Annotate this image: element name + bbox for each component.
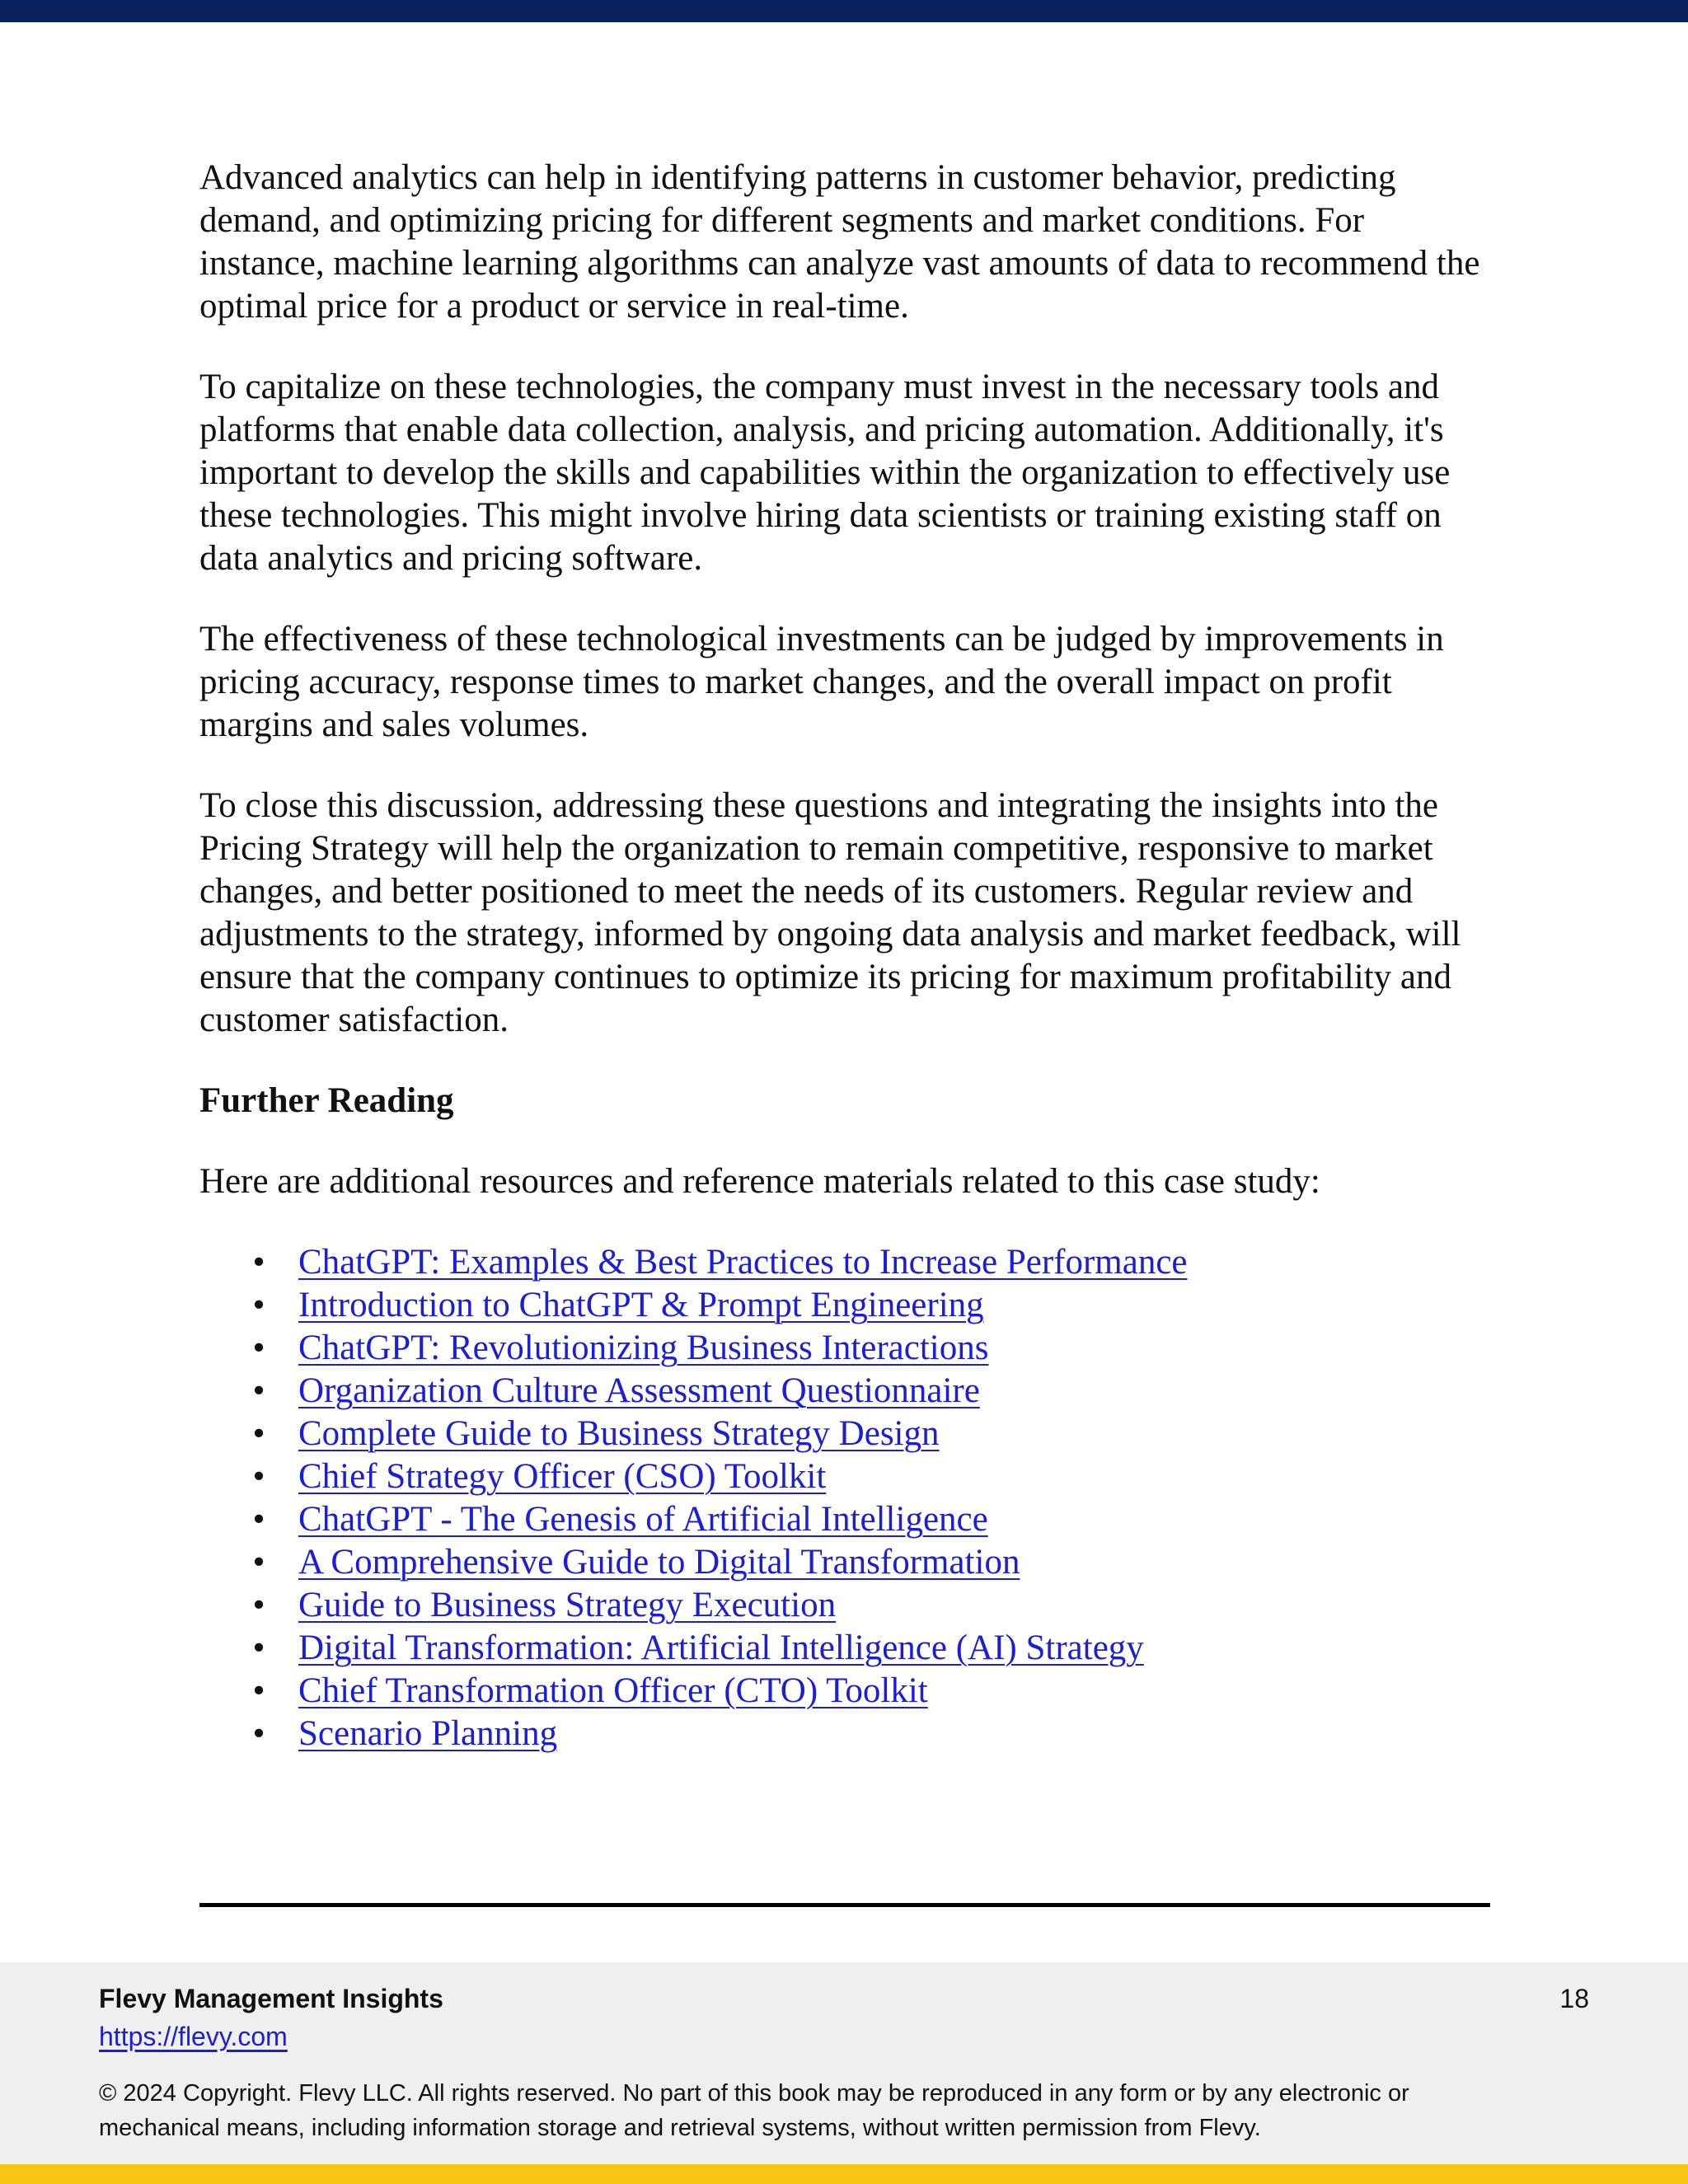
- further-reading-intro: Here are additional resources and reference materials related to this case study:: [199, 1162, 1320, 1201]
- body-paragraph-3: The effectiveness of these technological investments can be judged by improvements in pricing accuracy, response times to market changes, and the overall impact on profit margins and sales volumes.: [199, 620, 1444, 744]
- list-item: [199, 1627, 1490, 1670]
- reading-link[interactable]: ChatGPT: Examples & Best Practices to Increase Performance: [298, 1243, 1188, 1282]
- list-item: [199, 1241, 1490, 1284]
- bullet-icon: •: [252, 1286, 265, 1324]
- reading-link[interactable]: Guide to Business Strategy Execution: [298, 1586, 837, 1624]
- list-item: [199, 1670, 1490, 1713]
- list-item: [199, 1327, 1490, 1370]
- reading-link[interactable]: Complete Guide to Business Strategy Design: [298, 1414, 940, 1453]
- further-reading-heading: Further Reading: [199, 1081, 454, 1120]
- list-item: [199, 1284, 1490, 1327]
- footer-url-link[interactable]: https://flevy.com: [99, 2022, 288, 2051]
- page-content: [199, 157, 1490, 1755]
- footer-divider: [199, 1903, 1490, 1907]
- body-paragraph-2: To capitalize on these technologies, the company must invest in the necessary tools and platforms that enable data collection, analysis, and pricing automation. Additionally, it's important to develop the skills and capabilities within the organization to effectively use these technologies. This might involve hiring data scientists or training existing staff on data analytics and pricing software.: [199, 368, 1451, 578]
- footer-color-bar: [0, 2164, 1688, 2184]
- further-reading-list: [199, 1241, 1490, 1755]
- copyright-notice: © 2024 Copyright. Flevy LLC. All rights reserved. No part of this book may be reproduced in any form or by any electronic or mechanical means, including information storage and retrieval systems, without written permission from Flevy.: [99, 2080, 1409, 2141]
- list-item: [199, 1541, 1490, 1584]
- list-item: [199, 1413, 1490, 1455]
- header-color-bar: [0, 0, 1688, 22]
- reading-link[interactable]: Chief Transformation Officer (CTO) Toolkit: [298, 1671, 928, 1710]
- body-paragraph-4: To close this discussion, addressing these questions and integrating the insights into the Pricing Strategy will help the organization to remain competitive, responsive to market changes, and better positioned to meet the needs of its customers. Regular review and adjustments to the strategy, informed by ongoing data analysis and market feedback, will ensure that the company continues to optimize its pricing for maximum profitability and customer satisfaction.: [199, 786, 1461, 1039]
- reading-link[interactable]: Chief Strategy Officer (CSO) Toolkit: [298, 1457, 827, 1496]
- bullet-icon: •: [252, 1457, 265, 1496]
- reading-link[interactable]: Scenario Planning: [298, 1714, 558, 1753]
- page-footer: [0, 1962, 1688, 2164]
- bullet-icon: •: [252, 1500, 265, 1539]
- page-number: 18: [1559, 1984, 1589, 2013]
- bullet-icon: •: [252, 1414, 265, 1453]
- bullet-icon: •: [252, 1586, 265, 1624]
- bullet-icon: •: [252, 1243, 265, 1282]
- reading-link[interactable]: ChatGPT: Revolutionizing Business Interactions: [298, 1329, 989, 1367]
- reading-link[interactable]: Digital Transformation: Artificial Intelligence (AI) Strategy: [298, 1629, 1144, 1667]
- bullet-icon: •: [252, 1543, 265, 1582]
- bullet-icon: •: [252, 1671, 265, 1710]
- bullet-icon: •: [252, 1371, 265, 1410]
- reading-link[interactable]: Introduction to ChatGPT & Prompt Engineering: [298, 1286, 984, 1324]
- footer-brand: Flevy Management Insights: [99, 1984, 443, 2013]
- list-item: [199, 1584, 1490, 1627]
- list-item: [199, 1498, 1490, 1541]
- reading-link[interactable]: ChatGPT - The Genesis of Artificial Intelligence: [298, 1500, 988, 1539]
- bullet-icon: •: [252, 1714, 265, 1753]
- reading-link[interactable]: A Comprehensive Guide to Digital Transformation: [298, 1543, 1020, 1582]
- list-item: [199, 1455, 1490, 1498]
- list-item: [199, 1370, 1490, 1413]
- list-item: [199, 1713, 1490, 1755]
- reading-link[interactable]: Organization Culture Assessment Questionnaire: [298, 1371, 980, 1410]
- bullet-icon: •: [252, 1629, 265, 1667]
- body-paragraph-1: Advanced analytics can help in identifying patterns in customer behavior, predicting demand, and optimizing pricing for different segments and market conditions. For instance, machine learning algorithms can analyze vast amounts of data to recommend the optimal price for a product or service in real-time.: [199, 158, 1480, 326]
- bullet-icon: •: [252, 1329, 265, 1367]
